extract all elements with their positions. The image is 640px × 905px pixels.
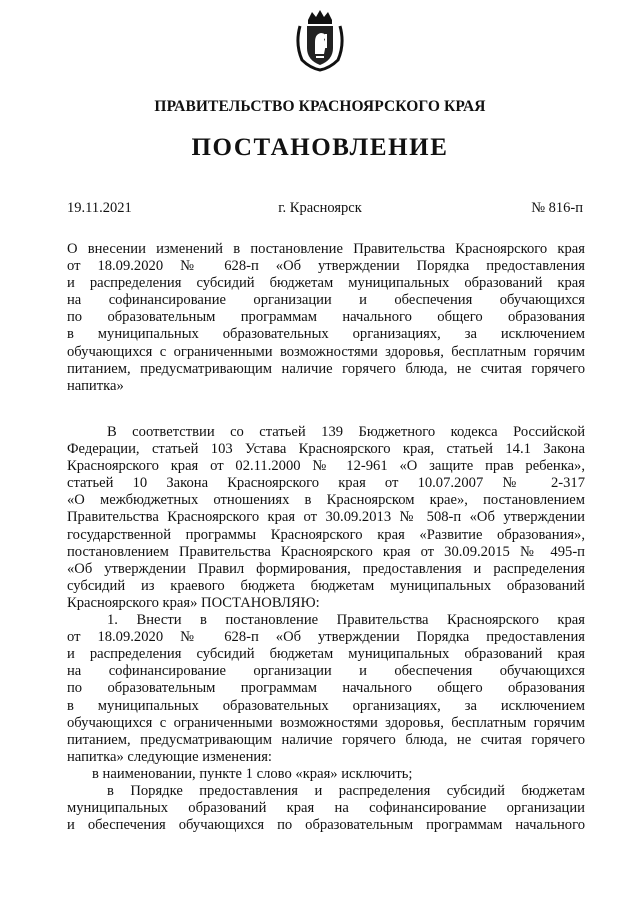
body-line: статьей 10 Закона Красноярского края от 10.07.2007 № 2-317 bbox=[67, 475, 585, 492]
document-type: ПОСТАНОВЛЕНИЕ bbox=[191, 134, 449, 161]
title-line: питанием, предусматривающим наличие горячего блюда, не считая горячего bbox=[67, 360, 585, 377]
preamble-paragraph bbox=[67, 424, 585, 612]
body-line: Красноярского края от 02.11.2000 № 12-961 «О защите прав ребенка», bbox=[67, 458, 585, 475]
body-line: Красноярского края» ПОСТАНОВЛЯЮ: bbox=[67, 594, 320, 611]
authority-title: ПРАВИТЕЛЬСТВО КРАСНОЯРСКОГО КРАЯ bbox=[154, 98, 486, 115]
sub-item-naming: в наименовании, пункте 1 слово «края» исключить; bbox=[92, 765, 413, 782]
body-line: 1. Внести в постановление Правительства Красноярского края bbox=[107, 612, 585, 629]
document-body bbox=[67, 424, 585, 834]
body-line: питанием, предусматривающим наличие горячего блюда, не считая горячего bbox=[67, 731, 585, 748]
body-line: напитка» следующие изменения: bbox=[67, 748, 272, 765]
title-line: О внесении изменений в постановление Правительства Красноярского края bbox=[67, 241, 585, 257]
title-line: обучающихся с ограниченными возможностями здоровья, бесплатным горячим bbox=[67, 343, 585, 360]
coat-of-arms-icon bbox=[294, 8, 346, 72]
body-line: в муниципальных образовательных организациях, за исключением bbox=[67, 697, 585, 714]
document-date: 19.11.2021 bbox=[67, 200, 132, 216]
body-line: от 18.09.2020 № 628-п «Об утверждении Порядка предоставления bbox=[67, 629, 585, 646]
title-line: от 18.09.2020 № 628-п «Об утверждении Порядка предоставления bbox=[67, 258, 585, 275]
body-line: Федерации, статьей 103 Устава Красноярского края, статьей 14.1 Закона bbox=[67, 441, 585, 458]
body-line: государственной программы Красноярского края «Развитие образования», bbox=[67, 526, 585, 543]
sub-item-procedure bbox=[67, 783, 585, 834]
body-line: В соответствии со статьей 139 Бюджетного кодекса Российской bbox=[107, 424, 585, 440]
body-line: по образовательным программам начального общего образования bbox=[67, 680, 585, 697]
body-line: в Порядке предоставления и распределения субсидий бюджетам bbox=[107, 782, 585, 799]
body-line: постановлением Правительства Красноярского края от 30.09.2015 № 495-п bbox=[67, 543, 585, 560]
title-line: и распределения субсидий бюджетам муниципальных образований края bbox=[67, 275, 585, 292]
body-line: и обеспечения обучающихся по образовательным программам начального bbox=[67, 817, 585, 834]
item-1-paragraph bbox=[67, 612, 585, 766]
body-line: и распределения субсидий бюджетам муниципальных образований края bbox=[67, 646, 585, 663]
body-line: «О межбюджетных отношениях в Красноярском крае», постановлением bbox=[67, 492, 585, 509]
body-line: субсидий из краевого бюджета бюджетам муниципальных образований bbox=[67, 577, 585, 594]
body-line: муниципальных образований края на софинансирование организации bbox=[67, 800, 585, 817]
body-line: «Об утверждении Правил формирования, предоставления и распределения bbox=[67, 560, 585, 577]
body-line: Правительства Красноярского края от 30.09.2013 № 508-п «Об утверждении bbox=[67, 509, 585, 526]
title-line: напитка» bbox=[67, 377, 124, 394]
title-line: по образовательным программам начального общего образования bbox=[67, 309, 585, 326]
body-line: на софинансирование организации и обеспечения обучающихся bbox=[67, 663, 585, 680]
body-line: обучающихся с ограниченными возможностями здоровья, бесплатным горячим bbox=[67, 714, 585, 731]
document-number: № 816-п bbox=[531, 200, 583, 216]
document-title bbox=[67, 241, 585, 395]
document-city: г. Красноярск bbox=[278, 200, 362, 216]
title-line: в муниципальных образовательных организациях, за исключением bbox=[67, 326, 585, 343]
title-line: на софинансирование организации и обеспечения обучающихся bbox=[67, 292, 585, 309]
